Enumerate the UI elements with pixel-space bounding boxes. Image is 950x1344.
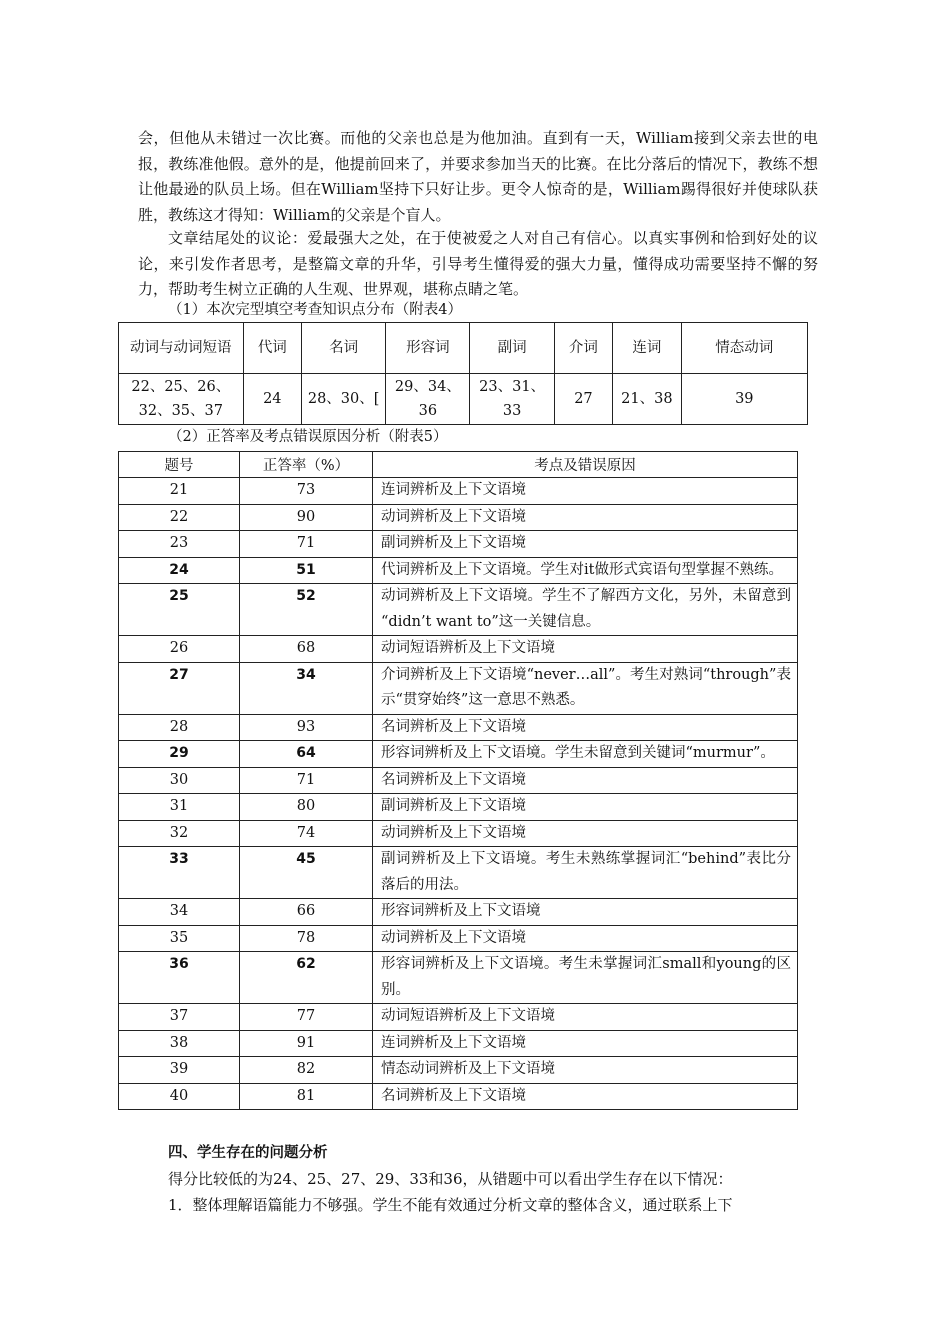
question-number-cell: 25 bbox=[119, 584, 240, 636]
question-number-cell: 36 bbox=[119, 952, 240, 1004]
question-number-cell: 37 bbox=[119, 1004, 240, 1031]
header-cell: 代词 bbox=[243, 323, 301, 374]
reason-cell: 副词辨析及上下文语境 bbox=[373, 794, 798, 821]
question-number-cell: 28 bbox=[119, 714, 240, 741]
reason-cell: 情态动词辨析及上下文语境 bbox=[373, 1057, 798, 1084]
header-cell: 名词 bbox=[302, 323, 386, 374]
column-header: 题号 bbox=[119, 452, 240, 478]
table-row bbox=[119, 1083, 798, 1110]
value-cell: 27 bbox=[554, 374, 612, 425]
summary-text: 得分比较低的为24、25、27、29、33和36，从错题中可以看出学生存在以下情况： bbox=[168, 1170, 733, 1188]
table-row bbox=[119, 767, 798, 794]
table-row bbox=[119, 820, 798, 847]
header-cell: 形容词 bbox=[386, 323, 470, 374]
header-cell: 介词 bbox=[554, 323, 612, 374]
comment-paragraph: 文章结尾处的议论：爱最强大之处，在于使被爱之人对自己有信心。以真实事例和恰到好处的议论，来引发作者思考，是整篇文章的升华，引导考生懂得爱的强大力量，懂得成功需要坚持不懈的努力，帮助考生树立正确的人生观、世界观，堪称点睛之笔。 bbox=[138, 229, 818, 298]
accuracy-rate-cell: 93 bbox=[240, 714, 373, 741]
accuracy-rate-cell: 51 bbox=[240, 557, 373, 584]
column-header: 考点及错误原因 bbox=[373, 452, 798, 478]
reason-cell: 副词辨析及上下文语境 bbox=[373, 531, 798, 558]
reason-cell: 动词辨析及上下文语境 bbox=[373, 504, 798, 531]
question-number-cell: 33 bbox=[119, 847, 240, 899]
value-cell: 24 bbox=[243, 374, 301, 425]
table-row bbox=[119, 714, 798, 741]
question-number-cell: 30 bbox=[119, 767, 240, 794]
accuracy-rate-cell: 80 bbox=[240, 794, 373, 821]
table-body bbox=[119, 478, 798, 1110]
accuracy-rate-cell: 52 bbox=[240, 584, 373, 636]
table-row bbox=[119, 504, 798, 531]
reason-cell: 名词辨析及上下文语境 bbox=[373, 1083, 798, 1110]
reason-cell: 形容词辨析及上下文语境。学生未留意到关键词“murmur”。 bbox=[373, 741, 798, 768]
table-row bbox=[119, 847, 798, 899]
question-number-cell: 21 bbox=[119, 478, 240, 505]
accuracy-rate-cell: 34 bbox=[240, 662, 373, 714]
table-row bbox=[119, 925, 798, 952]
accuracy-rate-cell: 64 bbox=[240, 741, 373, 768]
question-number-cell: 40 bbox=[119, 1083, 240, 1110]
question-number-cell: 24 bbox=[119, 557, 240, 584]
knowledge-distribution-table bbox=[118, 322, 808, 425]
reason-cell: 动词辨析及上下文语境。学生不了解西方文化，另外，未留意到 “didn’t want to”这一关键信息。 bbox=[373, 584, 798, 636]
question-number-cell: 39 bbox=[119, 1057, 240, 1084]
table-row bbox=[119, 794, 798, 821]
reason-cell: 副词辨析及上下文语境。考生未熟练掌握词汇“behind”表比分落后的用法。 bbox=[373, 847, 798, 899]
table-row bbox=[119, 899, 798, 926]
header-cell: 动词与动词短语 bbox=[119, 323, 244, 374]
table-row bbox=[119, 1057, 798, 1084]
table-row bbox=[119, 1030, 798, 1057]
table-row bbox=[119, 557, 798, 584]
question-number-cell: 27 bbox=[119, 662, 240, 714]
value-cell: 23、31、33 bbox=[470, 374, 554, 425]
reason-cell: 动词辨析及上下文语境 bbox=[373, 925, 798, 952]
column-header: 正答率（%） bbox=[240, 452, 373, 478]
accuracy-rate-cell: 91 bbox=[240, 1030, 373, 1057]
question-number-cell: 34 bbox=[119, 899, 240, 926]
accuracy-rate-cell: 71 bbox=[240, 767, 373, 794]
accuracy-rate-cell: 62 bbox=[240, 952, 373, 1004]
accuracy-rate-cell: 71 bbox=[240, 531, 373, 558]
table-row bbox=[119, 478, 798, 505]
header-cell: 副词 bbox=[470, 323, 554, 374]
question-number-cell: 35 bbox=[119, 925, 240, 952]
accuracy-rate-cell: 77 bbox=[240, 1004, 373, 1031]
accuracy-rate-cell: 73 bbox=[240, 478, 373, 505]
accuracy-rate-cell: 82 bbox=[240, 1057, 373, 1084]
accuracy-rate-cell: 45 bbox=[240, 847, 373, 899]
accuracy-rate-cell: 74 bbox=[240, 820, 373, 847]
value-cell: 28、30、[ bbox=[302, 374, 386, 425]
table5-caption: （2）正答率及考点错误原因分析（附表5） bbox=[168, 429, 448, 445]
table-row bbox=[119, 662, 798, 714]
value-cell: 22、25、26、32、35、37 bbox=[119, 374, 244, 425]
question-number-cell: 31 bbox=[119, 794, 240, 821]
question-number-cell: 23 bbox=[119, 531, 240, 558]
reason-cell: 动词辨析及上下文语境 bbox=[373, 820, 798, 847]
header-cell: 连词 bbox=[613, 323, 681, 374]
table-row bbox=[119, 636, 798, 663]
value-cell: 21、38 bbox=[613, 374, 681, 425]
question-number-cell: 38 bbox=[119, 1030, 240, 1057]
table-row bbox=[119, 584, 798, 636]
point-one-text: 1．整体理解语篇能力不够强。学生不能有效通过分析文章的整体含义，通过联系上下 bbox=[168, 1196, 733, 1214]
accuracy-analysis-table bbox=[118, 451, 798, 1110]
question-number-cell: 29 bbox=[119, 741, 240, 768]
accuracy-rate-cell: 78 bbox=[240, 925, 373, 952]
reason-cell: 连词辨析及上下文语境 bbox=[373, 478, 798, 505]
table-row bbox=[119, 1004, 798, 1031]
reason-cell: 动词短语辨析及上下文语境 bbox=[373, 1004, 798, 1031]
accuracy-rate-cell: 90 bbox=[240, 504, 373, 531]
reason-cell: 名词辨析及上下文语境 bbox=[373, 714, 798, 741]
value-cell: 29、34、36 bbox=[386, 374, 470, 425]
accuracy-rate-cell: 68 bbox=[240, 636, 373, 663]
reason-cell: 代词辨析及上下文语境。学生对it做形式宾语句型掌握不熟练。 bbox=[373, 557, 798, 584]
reason-cell: 名词辨析及上下文语境 bbox=[373, 767, 798, 794]
table4-caption: （1）本次完型填空考查知识点分布（附表4） bbox=[168, 302, 462, 318]
question-number-cell: 26 bbox=[119, 636, 240, 663]
reason-cell: 连词辨析及上下文语境 bbox=[373, 1030, 798, 1057]
question-number-cell: 22 bbox=[119, 504, 240, 531]
accuracy-rate-cell: 81 bbox=[240, 1083, 373, 1110]
reason-cell: 介词辨析及上下文语境“never…all”。考生对熟词“through”表示“贯穿始终”这一意思不熟悉。 bbox=[373, 662, 798, 714]
accuracy-rate-cell: 66 bbox=[240, 899, 373, 926]
value-cell: 39 bbox=[681, 374, 807, 425]
intro-paragraph: 会，但他从未错过一次比赛。而他的父亲也总是为他加油。直到有一天，William接到父亲去世的电报，教练准他假。意外的是，他提前回来了，并要求参加当天的比赛。在比分落后的情况下，教练不想让他最逊的队员上场。但在William坚持下只好让步。更令人惊奇的是，William踢得很好并使球队获胜，教练这才得知：William的父亲是个盲人。 bbox=[138, 129, 818, 224]
question-number-cell: 32 bbox=[119, 820, 240, 847]
reason-cell: 形容词辨析及上下文语境 bbox=[373, 899, 798, 926]
reason-cell: 动词短语辨析及上下文语境 bbox=[373, 636, 798, 663]
section-heading: 四、学生存在的问题分析 bbox=[168, 1145, 328, 1161]
reason-cell: 形容词辨析及上下文语境。考生未掌握词汇small和young的区别。 bbox=[373, 952, 798, 1004]
table-row bbox=[119, 531, 798, 558]
table-row bbox=[119, 741, 798, 768]
header-cell: 情态动词 bbox=[681, 323, 807, 374]
table-row bbox=[119, 952, 798, 1004]
